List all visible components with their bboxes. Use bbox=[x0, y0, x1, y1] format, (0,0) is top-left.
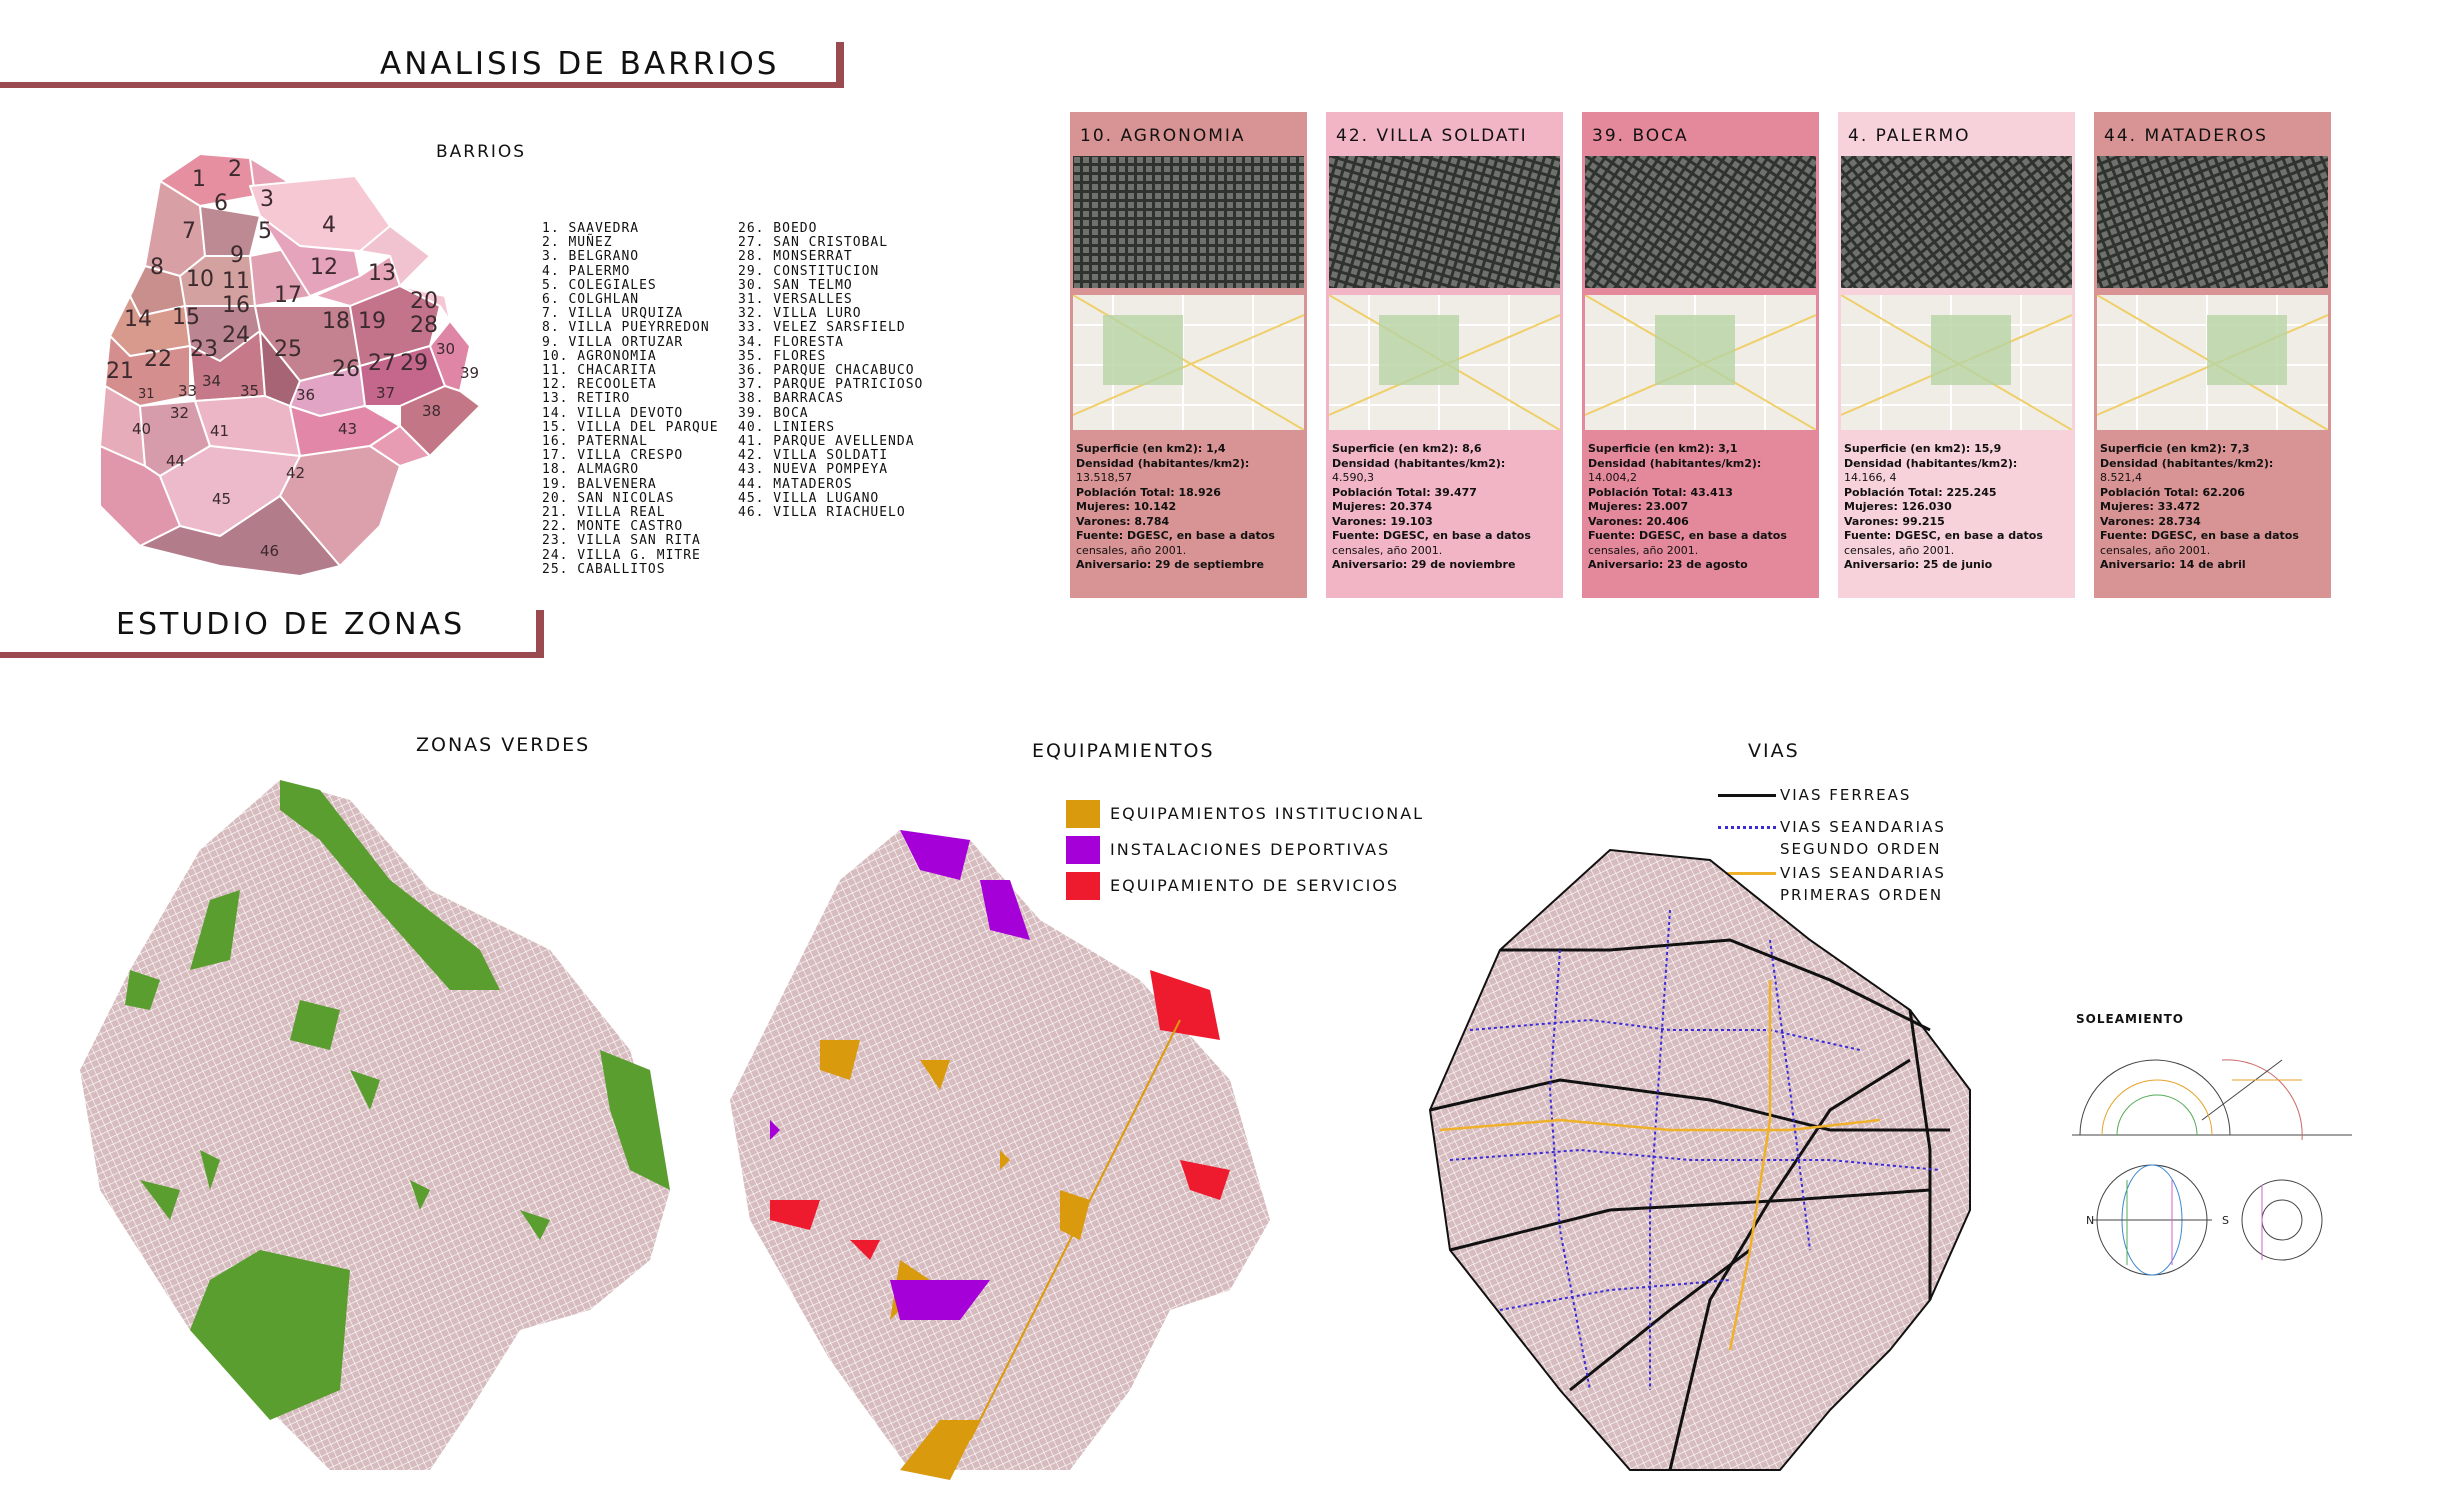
card-varones: Varones: 28.734 bbox=[2100, 514, 2201, 528]
aerial-photo bbox=[2097, 156, 2328, 288]
card-aniversario: Aniversario: 23 de agosto bbox=[1588, 558, 1748, 571]
soleamiento-title: SOLEAMIENTO bbox=[2076, 1012, 2185, 1026]
barrio-num-21: 21 bbox=[106, 359, 134, 384]
equipamientos-title: EQUIPAMIENTOS bbox=[1032, 740, 1215, 762]
barrio-num-14: 14 bbox=[124, 307, 152, 332]
barrio-num-35: 35 bbox=[240, 382, 260, 400]
legend-label: VIAS SEANDARIAS bbox=[1780, 818, 1946, 836]
street-map bbox=[2097, 295, 2328, 430]
barrio-num-19: 19 bbox=[358, 309, 386, 334]
barrio-num-23: 23 bbox=[190, 337, 218, 362]
barrio-num-12: 12 bbox=[310, 255, 338, 280]
legend-label-line2: SEGUNDO ORDEN bbox=[1780, 840, 1942, 858]
card-densidad: 13.518,57 bbox=[1076, 471, 1132, 484]
card-info bbox=[1838, 434, 2075, 598]
barrio-num-2: 2 bbox=[228, 157, 242, 182]
card-densidad-label: Densidad (habitantes/km2): bbox=[1844, 456, 2018, 470]
card-densidad-label: Densidad (habitantes/km2): bbox=[2100, 456, 2274, 470]
barrio-num-45: 45 bbox=[212, 490, 232, 508]
barrio-num-36: 36 bbox=[296, 386, 316, 404]
card-title: 4. PALERMO bbox=[1838, 112, 2075, 156]
card-varones: Varones: 8.784 bbox=[1076, 514, 1170, 528]
card-poblacion: Población Total: 43.413 bbox=[1588, 485, 1733, 499]
card-aniversario: Aniversario: 25 de junio bbox=[1844, 558, 1993, 571]
zonas-verdes-title: ZONAS VERDES bbox=[416, 734, 591, 756]
aerial-photo bbox=[1841, 156, 2072, 288]
street-map bbox=[1073, 295, 1304, 430]
vias-title: VIAS bbox=[1748, 740, 1800, 762]
vias-map bbox=[1410, 830, 2000, 1480]
barrio-num-4: 4 bbox=[322, 213, 336, 238]
card-poblacion: Población Total: 225.245 bbox=[1844, 485, 1997, 499]
barrio-num-32: 32 bbox=[170, 404, 190, 422]
barrio-num-6: 6 bbox=[214, 191, 228, 216]
barrio-num-37: 37 bbox=[376, 384, 396, 402]
card-title: 10. AGRONOMIA bbox=[1070, 112, 1307, 156]
barrio-num-30: 30 bbox=[436, 340, 456, 358]
card-mujeres: Mujeres: 10.142 bbox=[1076, 500, 1177, 513]
legend-label: VIAS SEANDARIAS bbox=[1780, 864, 1946, 882]
barrio-num-33: 33 bbox=[178, 382, 198, 400]
barrio-num-44: 44 bbox=[166, 452, 186, 470]
card-fuente2: censales, año 2001. bbox=[2100, 543, 2211, 557]
barrio-card bbox=[2094, 112, 2331, 598]
card-fuente2: censales, año 2001. bbox=[1844, 543, 1955, 557]
card-superficie: Superficie (en km2): 15,9 bbox=[1844, 442, 2002, 455]
card-densidad-label: Densidad (habitantes/km2): bbox=[1332, 456, 1506, 470]
barrio-num-1: 1 bbox=[192, 167, 206, 192]
barrio-num-15: 15 bbox=[172, 305, 200, 330]
aerial-photo bbox=[1329, 156, 1560, 288]
barrio-num-34: 34 bbox=[202, 372, 222, 390]
card-info bbox=[1582, 434, 1819, 598]
street-map bbox=[1585, 295, 1816, 430]
card-densidad-label: Densidad (habitantes/km2): bbox=[1588, 456, 1762, 470]
card-aniversario: Aniversario: 14 de abril bbox=[2100, 558, 2246, 571]
barrios-map bbox=[100, 146, 500, 576]
card-mujeres: Mujeres: 126.030 bbox=[1844, 500, 1952, 513]
card-mujeres: Mujeres: 23.007 bbox=[1588, 500, 1689, 513]
barrio-num-7: 7 bbox=[182, 219, 196, 244]
legend-label: EQUIPAMIENTO DE SERVICIOS bbox=[1110, 876, 1400, 895]
card-poblacion: Población Total: 39.477 bbox=[1332, 485, 1477, 499]
card-fuente: Fuente: DGESC, en base a datos bbox=[1844, 529, 2043, 542]
header-rule-zonas-end bbox=[536, 610, 544, 658]
zonas-verdes-map bbox=[70, 770, 690, 1480]
barrio-num-24: 24 bbox=[222, 323, 250, 348]
card-poblacion: Población Total: 62.206 bbox=[2100, 485, 2245, 499]
card-fuente: Fuente: DGESC, en base a datos bbox=[1332, 529, 1531, 542]
card-fuente: Fuente: DGESC, en base a datos bbox=[2100, 529, 2299, 542]
legend-label-line2: PRIMERAS ORDEN bbox=[1780, 886, 1944, 904]
barrio-num-38: 38 bbox=[422, 402, 442, 420]
barrio-num-5: 5 bbox=[258, 219, 272, 244]
header-rule-top bbox=[0, 82, 842, 88]
sun-south: S bbox=[2222, 1214, 2229, 1227]
barrio-card bbox=[1582, 112, 1819, 598]
legend-label: VIAS FERREAS bbox=[1780, 786, 1912, 804]
card-aniversario: Aniversario: 29 de noviembre bbox=[1332, 558, 1516, 571]
barrio-num-28: 28 bbox=[410, 313, 438, 338]
card-varones: Varones: 99.215 bbox=[1844, 514, 1945, 528]
card-varones: Varones: 19.103 bbox=[1332, 514, 1433, 528]
card-superficie: Superficie (en km2): 8,6 bbox=[1332, 442, 1482, 455]
card-superficie: Superficie (en km2): 3,1 bbox=[1588, 442, 1738, 455]
card-aniversario: Aniversario: 29 de septiembre bbox=[1076, 558, 1265, 571]
barrio-num-46: 46 bbox=[260, 542, 280, 560]
aerial-photo bbox=[1585, 156, 1816, 288]
soleamiento-diagram bbox=[2072, 1020, 2372, 1300]
barrio-num-18: 18 bbox=[322, 309, 350, 334]
legend-label: INSTALACIONES DEPORTIVAS bbox=[1110, 840, 1391, 859]
legend-label: EQUIPAMIENTOS INSTITUCIONAL bbox=[1110, 804, 1425, 823]
legend-line bbox=[1718, 794, 1776, 797]
barrio-card bbox=[1326, 112, 1563, 598]
barrio-num-10: 10 bbox=[186, 267, 214, 292]
card-densidad: 4.590,3 bbox=[1332, 471, 1374, 484]
card-info bbox=[1326, 434, 1563, 598]
header-rule-top-end bbox=[836, 42, 844, 88]
barrios-list-col1: 1. SAAVEDRA 2. MUÑEZ 3. BELGRANO 4. PALERMO 5. COLEGIALES 6. COLGHLAN 7. VILLA URQUIZA 8. VILLA PUEYRREDON 9. VILLA ORTUZAR 10. AGRONOMIA 11. CHACARITA 12. RECOOLETA 13. RETIRO 14. VILLA DEVOTO 15. VILLA DEL PARQUE 16. PATERNAL 17. VILLA CRESPO 18. ALMAGRO 19. BALVENERA 20. SAN NICOLAS 21. VILLA REAL 22. MONTE CASTRO 23. VILLA SAN RITA 24. VILLA G. MITRE 25. CABALLITOS bbox=[542, 221, 719, 577]
barrio-num-11: 11 bbox=[222, 269, 250, 294]
barrio-num-26: 26 bbox=[332, 357, 360, 382]
page-title: ANALISIS DE BARRIOS bbox=[380, 46, 780, 82]
barrio-num-39: 39 bbox=[460, 364, 480, 382]
aerial-photo bbox=[1073, 156, 1304, 288]
legend-line bbox=[1718, 826, 1776, 829]
barrio-num-22: 22 bbox=[144, 347, 172, 372]
barrio-num-17: 17 bbox=[274, 283, 302, 308]
barrio-num-31: 31 bbox=[138, 387, 155, 402]
card-title: 39. BOCA bbox=[1582, 112, 1819, 156]
barrio-num-16: 16 bbox=[222, 293, 250, 318]
barrio-num-20: 20 bbox=[410, 289, 438, 314]
card-title: 44. MATADEROS bbox=[2094, 112, 2331, 156]
barrio-num-42: 42 bbox=[286, 464, 306, 482]
barrios-list-col2: 26. BOEDO 27. SAN CRISTOBAL 28. MONSERRAT 29. CONSTITUCION 30. SAN TELMO 31. VERSALLES 32. VILLA LURO 33. VELEZ SARSFIELD 34. FLORESTA 35. FLORES 36. PARQUE CHACABUCO 37. PARQUE PATRICIOSO 38. BARRACAS 39. BOCA 40. LINIERS 41. PARQUE AVELLENDA 42. VILLA SOLDATI 43. NUEVA POMPEYA 44. MATADEROS 45. VILLA LUGANO 46. VILLA RIACHUELO bbox=[738, 221, 924, 521]
section-title-zonas: ESTUDIO DE ZONAS bbox=[116, 607, 466, 642]
card-info bbox=[2094, 434, 2331, 598]
barrio-num-13: 13 bbox=[368, 261, 396, 286]
card-fuente2: censales, año 2001. bbox=[1332, 543, 1443, 557]
card-title: 42. VILLA SOLDATI bbox=[1326, 112, 1563, 156]
card-info bbox=[1070, 434, 1307, 598]
card-superficie: Superficie (en km2): 7,3 bbox=[2100, 442, 2250, 455]
card-fuente: Fuente: DGESC, en base a datos bbox=[1588, 529, 1787, 542]
card-densidad-label: Densidad (habitantes/km2): bbox=[1076, 456, 1250, 470]
card-densidad: 14.166, 4 bbox=[1844, 471, 1897, 484]
card-superficie: Superficie (en km2): 1,4 bbox=[1076, 442, 1226, 455]
sun-north: N bbox=[2086, 1214, 2095, 1227]
equipamientos-map bbox=[710, 820, 1330, 1480]
barrio-num-29: 29 bbox=[400, 351, 428, 376]
barrios-label: BARRIOS bbox=[436, 142, 527, 162]
barrio-num-8: 8 bbox=[150, 255, 164, 280]
card-fuente: Fuente: DGESC, en base a datos bbox=[1076, 529, 1275, 542]
barrio-num-25: 25 bbox=[274, 337, 302, 362]
barrio-num-43: 43 bbox=[338, 420, 358, 438]
street-map bbox=[1841, 295, 2072, 430]
barrio-num-9: 9 bbox=[230, 243, 244, 268]
card-densidad: 8.521,4 bbox=[2100, 471, 2142, 484]
barrio-num-3: 3 bbox=[260, 187, 274, 212]
card-fuente2: censales, año 2001. bbox=[1588, 543, 1699, 557]
barrio-card bbox=[1070, 112, 1307, 598]
barrio-num-27: 27 bbox=[368, 351, 396, 376]
header-rule-zonas bbox=[0, 652, 542, 658]
barrio-num-40: 40 bbox=[132, 420, 152, 438]
card-mujeres: Mujeres: 20.374 bbox=[1332, 500, 1433, 513]
card-mujeres: Mujeres: 33.472 bbox=[2100, 500, 2201, 513]
barrio-num-41: 41 bbox=[210, 422, 230, 440]
street-map bbox=[1329, 295, 1560, 430]
barrio-card bbox=[1838, 112, 2075, 598]
card-poblacion: Población Total: 18.926 bbox=[1076, 485, 1221, 499]
card-densidad: 14.004,2 bbox=[1588, 471, 1637, 484]
card-varones: Varones: 20.406 bbox=[1588, 514, 1689, 528]
card-fuente2: censales, año 2001. bbox=[1076, 543, 1187, 557]
